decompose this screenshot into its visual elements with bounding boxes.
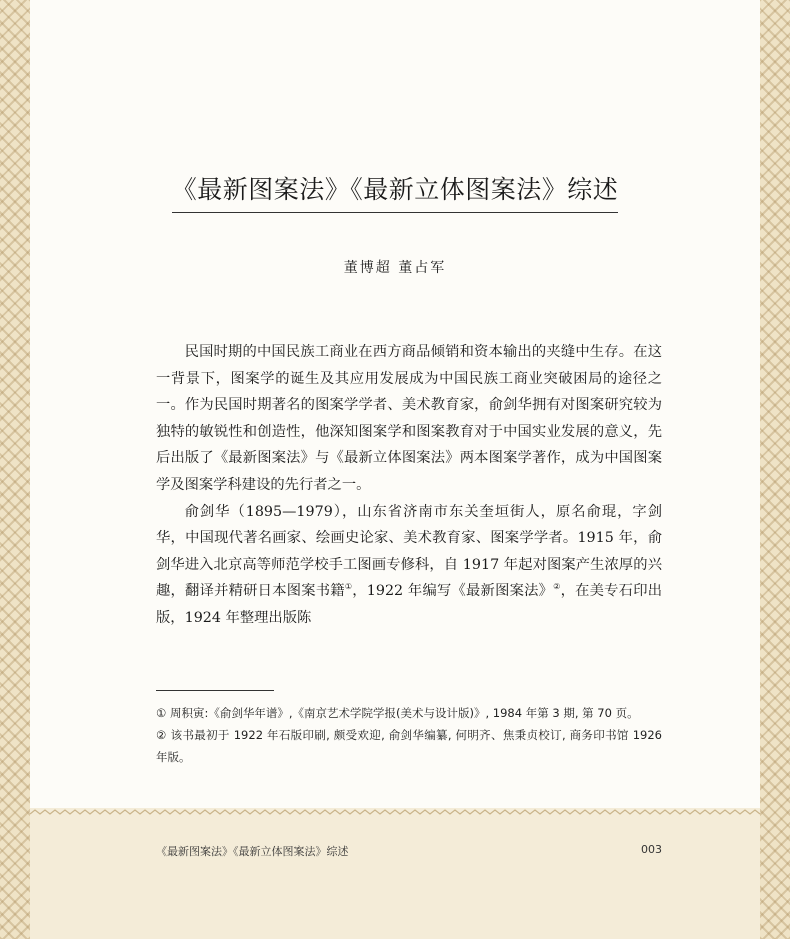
right-decorative-border	[760, 0, 790, 939]
page-number: 003	[641, 843, 662, 856]
article-authors: 董博超 董占军	[343, 260, 447, 276]
footnote-divider	[156, 690, 274, 691]
title-container	[0, 170, 790, 213]
footnote-2: ② 该书最初于 1922 年石版印刷, 颇受欢迎, 俞剑华编纂, 何明齐、焦秉贞校订, 商务印书馆 1926 年版。	[156, 728, 662, 764]
footer-band	[30, 808, 760, 939]
footnote-mark-1[interactable]: ①	[344, 582, 353, 592]
footnote-mark-2[interactable]: ②	[553, 582, 561, 592]
paragraph-2	[156, 499, 662, 632]
article-body	[156, 339, 662, 632]
paragraph-2-part-b: ，1922 年编写《最新图案法》	[352, 583, 554, 600]
footnotes	[156, 702, 662, 768]
left-decorative-border	[0, 0, 30, 939]
footnote-1: ① 周积寅:《俞剑华年谱》,《南京艺术学院学报(美术与设计版)》, 1984 年第 3 期, 第 70 页。	[156, 706, 639, 720]
paragraph-1: 民国时期的中国民族工商业在西方商品倾销和资本输出的夹缝中生存。在这一背景下，图案学的诞生及其应用发展成为中国民族工商业突破困局的途径之一。作为民国时期著名的图案学学者、美术教育家，俞剑华拥有对图案研究较为独特的敏锐性和创造性，他深知图案学和图案教育对于中国实业发展的意义，先后出版了《最新图案法》与《最新立体图案法》两本图案学著作，成为中国图案学及图案学科建设的先行者之一。	[156, 344, 662, 493]
paragraph-2-part-c: ，在美专石印出版，1924 年整理出版陈	[156, 583, 663, 626]
article-title: 《最新图案法》《最新立体图案法》综述	[172, 170, 619, 213]
zigzag-divider	[30, 808, 760, 816]
paragraph-2-part-a: 俞剑华（1895—1979），山东省济南市东关奎垣街人，原名俞琨，字剑华，中国现代著名画家、绘画史论家、美术教育家、图案学学者。1915 年，俞剑华进入北京高等师范学校手工图画专修科，自 1917 年起对图案产生浓厚的兴趣，翻译并精研日本图案书籍	[156, 503, 662, 600]
running-footer-title: 《最新图案法》《最新立体图案法》综述	[156, 845, 349, 858]
